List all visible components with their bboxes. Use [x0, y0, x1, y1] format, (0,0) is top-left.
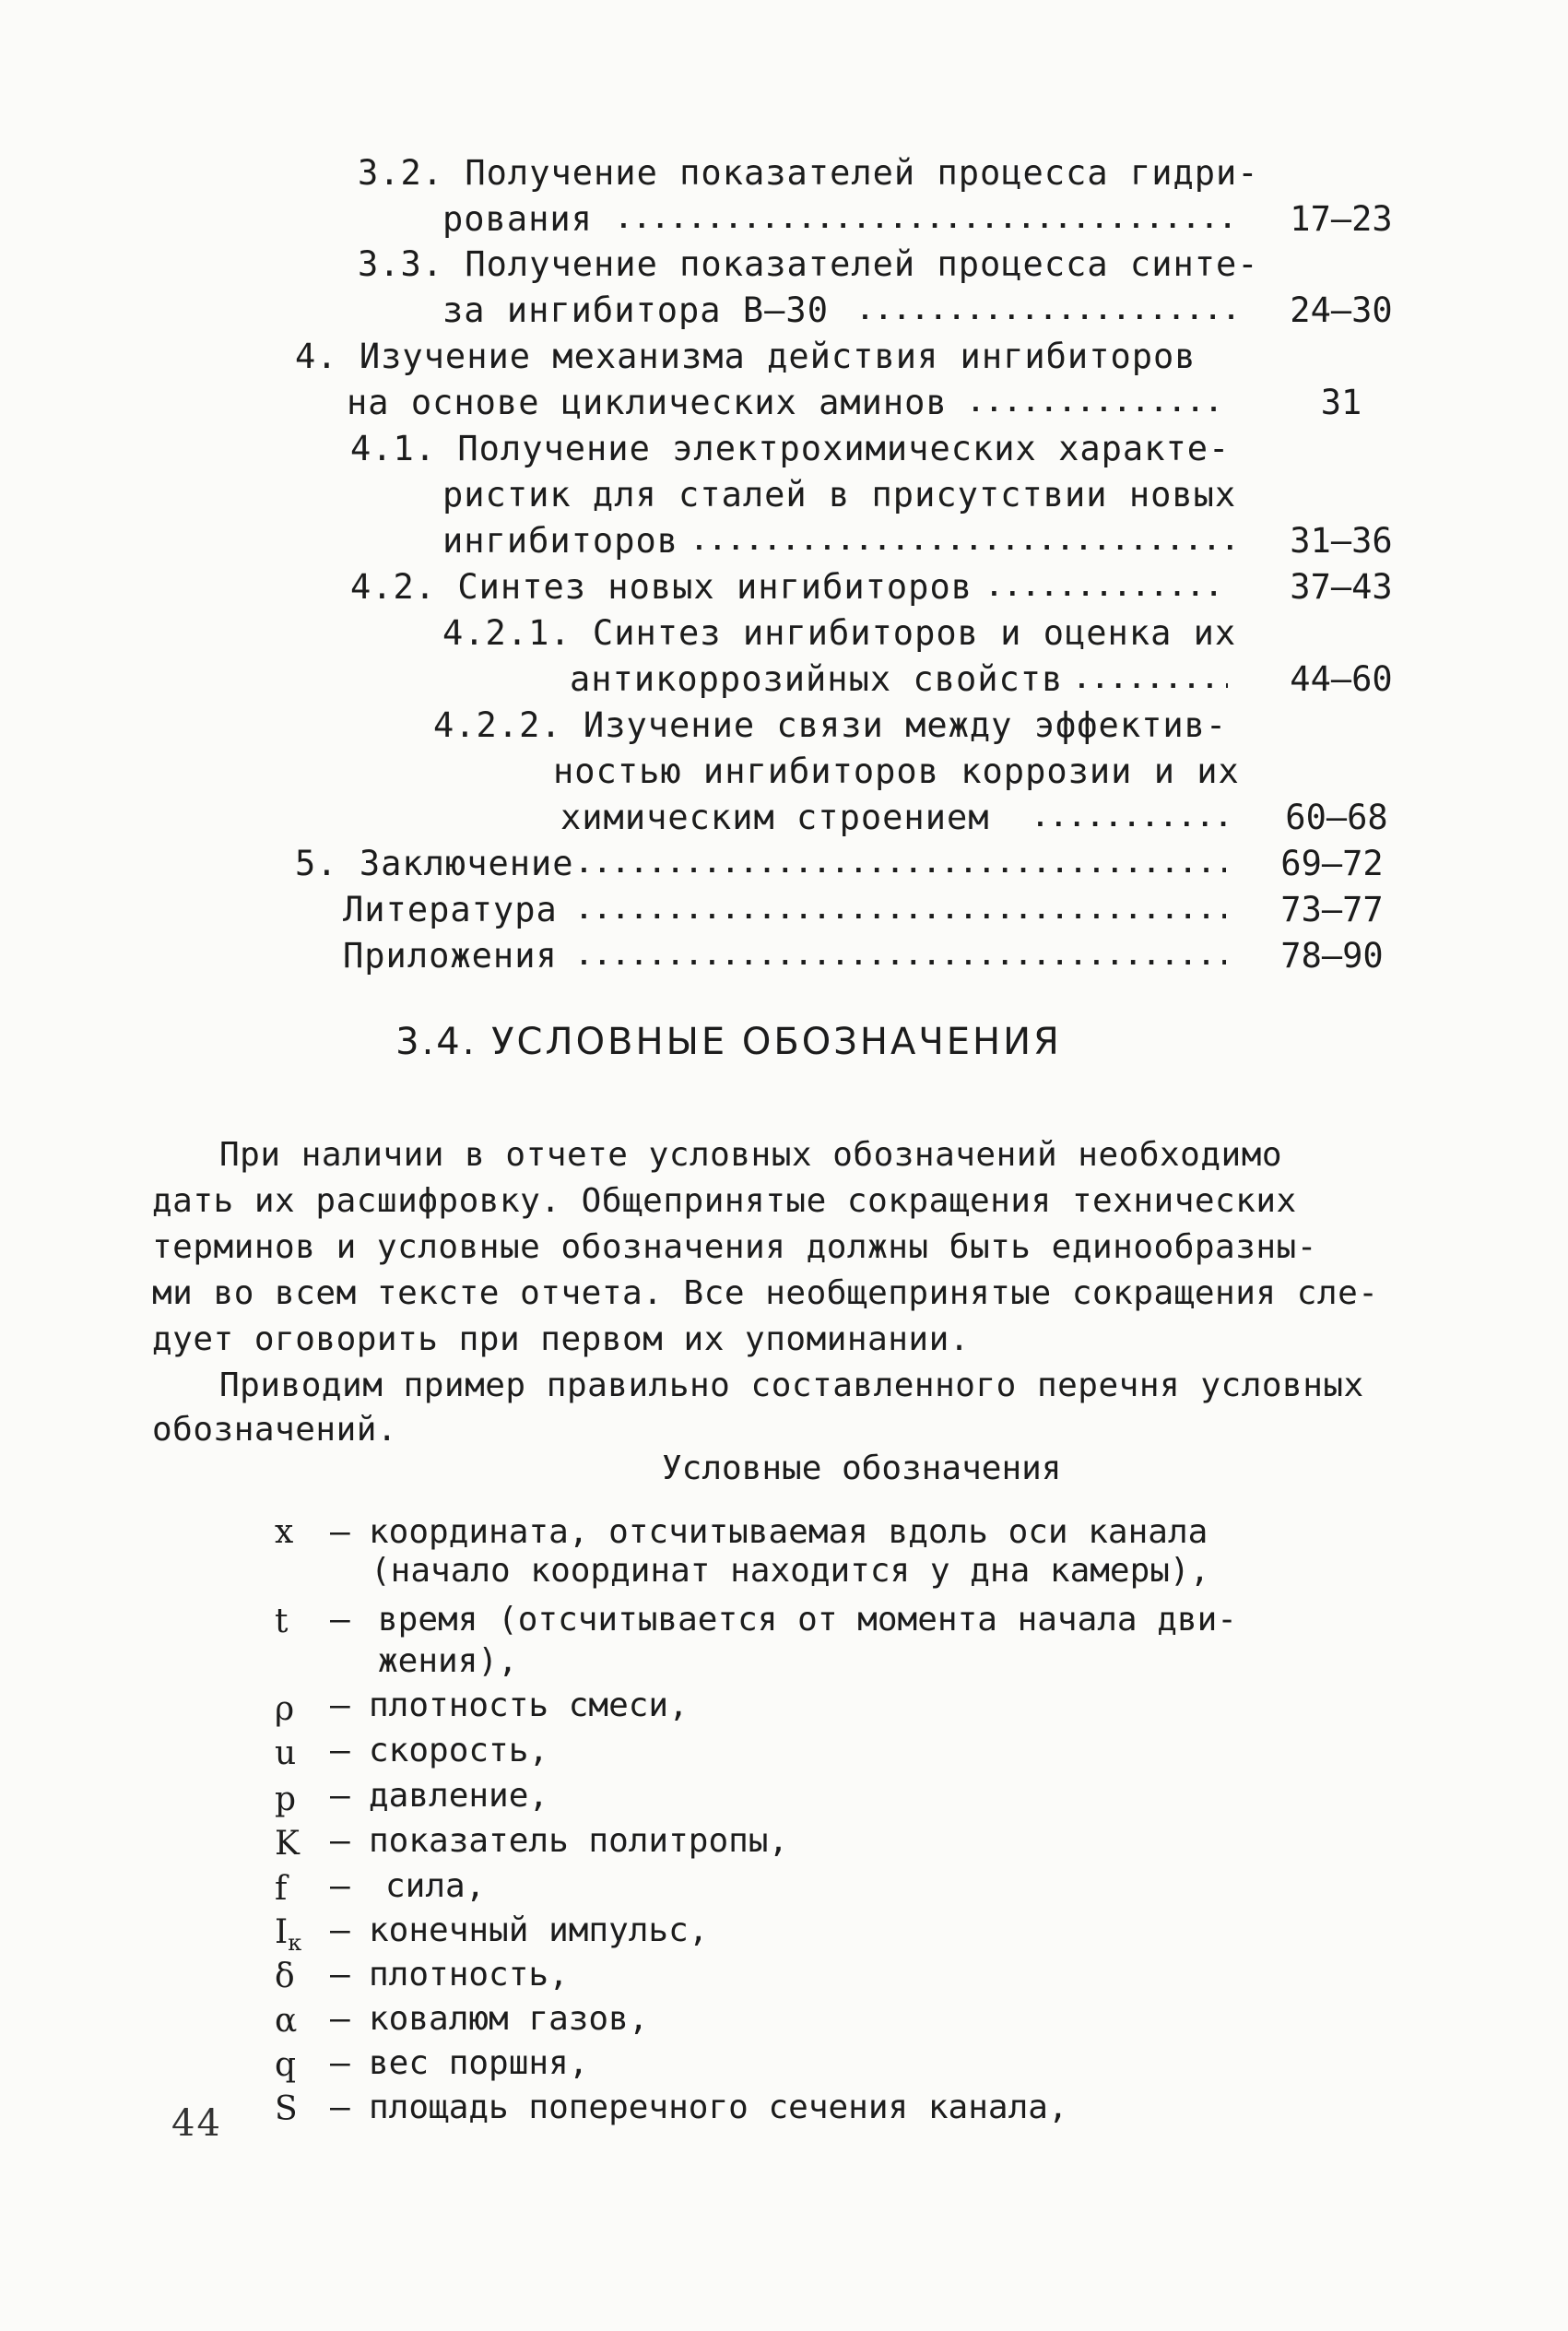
toc-entry-4-2-2-line-2: ностью ингибиторов коррозии и их	[553, 751, 1240, 791]
paragraph-line: ми во всем тексте отчета. Все необщепринятые сокращения сле-	[152, 1274, 1379, 1312]
symbol-description: показатель политропы,	[369, 1822, 789, 1860]
symbol-letter: I	[275, 1913, 289, 1951]
toc-entry-4-2-1-page: 44–60	[1290, 659, 1393, 699]
symbol-description: плотность смеси,	[369, 1686, 689, 1724]
symbol: f	[275, 1870, 288, 1908]
symbol: u	[275, 1734, 297, 1772]
toc-entry-4-2-2-line-3: химическим строением	[560, 798, 990, 837]
symbol: x	[275, 1513, 294, 1551]
toc-entry-appendix-line-1: Приложения	[343, 936, 558, 976]
toc-entry-4-2-1-line-2: антикоррозийных свойств	[570, 659, 1064, 699]
paragraph-line: дует оговорить при первом их упоминании.	[152, 1320, 970, 1358]
toc-leader-dots	[986, 564, 1228, 610]
dash: –	[330, 1867, 350, 1905]
symbol: α	[275, 2002, 298, 2040]
toc-entry-literature-line-1: Литература	[343, 890, 558, 929]
dash: –	[330, 2000, 350, 2038]
toc-entry-4-2-page: 37–43	[1290, 567, 1393, 607]
toc-entry-4-1-line-3: ингибиторов	[442, 521, 679, 561]
toc-entry-appendix-page: 78–90	[1280, 936, 1384, 976]
dash: –	[330, 1732, 350, 1769]
toc-entry-4-2-1-line-1: 4.2.1. Синтез ингибиторов и оценка их	[442, 613, 1237, 653]
paragraph-line: Приводим пример правильно составленного перечня условных	[219, 1367, 1364, 1404]
symbol-description: жения),	[378, 1642, 518, 1680]
symbol-description: скорость,	[369, 1732, 549, 1769]
symbol-description: сила,	[385, 1867, 486, 1905]
toc-leader-dots	[691, 518, 1235, 564]
toc-leader-dots	[576, 887, 1226, 933]
toc-entry-5-line-1: 5. Заключение	[295, 844, 574, 883]
symbol-description: время (отсчитывается от момента начала дви-	[378, 1601, 1237, 1639]
toc-entry-4-line-1: 4. Изучение механизма действия ингибиторов	[295, 337, 1197, 376]
symbol: ρ	[275, 1690, 295, 1728]
symbol-description: конечный импульс,	[369, 1911, 709, 1949]
toc-leader-dots	[968, 380, 1226, 426]
toc-leader-dots	[1032, 795, 1228, 841]
symbol: p	[275, 1781, 297, 1818]
toc-entry-4-1-line-1: 4.1. Получение электрохимических характе-	[350, 429, 1231, 468]
symbols-title: Условные обозначения	[662, 1449, 1062, 1487]
symbol: t	[275, 1603, 289, 1640]
dash: –	[330, 1686, 350, 1724]
dash: –	[330, 1777, 350, 1815]
symbol-description: плотность,	[369, 1956, 569, 1994]
dash: –	[330, 2044, 350, 2082]
symbol-description: площадь поперечного сечения канала,	[369, 2088, 1068, 2126]
toc-entry-3-3-page: 24–30	[1290, 290, 1393, 330]
toc-entry-3-3-line-2: за ингибитора В–30	[442, 290, 829, 330]
toc-leader-dots	[1074, 657, 1228, 703]
paragraph-line: дать их расшифровку. Общепринятые сокращения технических	[152, 1182, 1297, 1220]
dash: –	[330, 1911, 350, 1949]
toc-leader-dots	[616, 196, 1243, 243]
toc-entry-5-page: 69–72	[1280, 844, 1384, 883]
dash: –	[330, 1601, 350, 1639]
toc-entry-3-3-line-1: 3.3. Получение показателей процесса синте-	[358, 244, 1259, 284]
page-number: 44	[171, 2102, 222, 2145]
toc-entry-4-2-2-page: 60–68	[1285, 798, 1388, 837]
symbol: q	[275, 2046, 297, 2084]
symbol-description: (начало координат находится у дна камеры),	[371, 1552, 1210, 1590]
toc-entry-literature-page: 73–77	[1280, 890, 1384, 929]
toc-entry-3-2-page: 17–23	[1290, 199, 1393, 239]
toc-entry-4-line-2: на основе циклических аминов	[347, 383, 948, 422]
dash: –	[330, 1822, 350, 1860]
toc-entry-3-2-line-1: 3.2. Получение показателей процесса гидри-	[358, 153, 1259, 193]
symbol-subscript: к	[288, 1930, 302, 1956]
symbol-description: координата, отсчитываемая вдоль оси канала	[369, 1513, 1208, 1551]
toc-entry-4-2-line-1: 4.2. Синтез новых ингибиторов	[350, 567, 973, 607]
toc-entry-4-2-2-line-1: 4.2.2. Изучение связи между эффектив-	[433, 705, 1228, 745]
toc-leader-dots	[857, 288, 1243, 334]
toc-entry-4-page: 31	[1320, 383, 1362, 422]
symbol: δ	[275, 1958, 295, 1995]
symbol: S	[275, 2090, 298, 2128]
toc-leader-dots	[576, 933, 1226, 979]
toc-leader-dots	[576, 841, 1226, 887]
paragraph-line: обозначений.	[152, 1411, 398, 1449]
dash: –	[330, 2088, 350, 2126]
dash: –	[330, 1956, 350, 1994]
dash: –	[330, 1513, 350, 1551]
symbol: K	[275, 1825, 300, 1863]
toc-entry-4-1-line-2: ристик для сталей в присутствии новых	[442, 475, 1237, 515]
paragraph-line: терминов и условные обозначения должны быть единообразны-	[152, 1228, 1317, 1266]
toc-entry-4-1-page: 31–36	[1290, 521, 1393, 561]
symbol-description: давление,	[369, 1777, 549, 1815]
symbol-description: ковалюм газов,	[369, 2000, 649, 2038]
symbol-description: вес поршня,	[369, 2044, 589, 2082]
toc-entry-3-2-line-2: рования	[442, 199, 593, 239]
section-heading: 3.4. УСЛОВНЫЕ ОБОЗНАЧЕНИЯ	[395, 1021, 1062, 1063]
paragraph-line: При наличии в отчете условных обозначений необходимо	[219, 1136, 1283, 1174]
